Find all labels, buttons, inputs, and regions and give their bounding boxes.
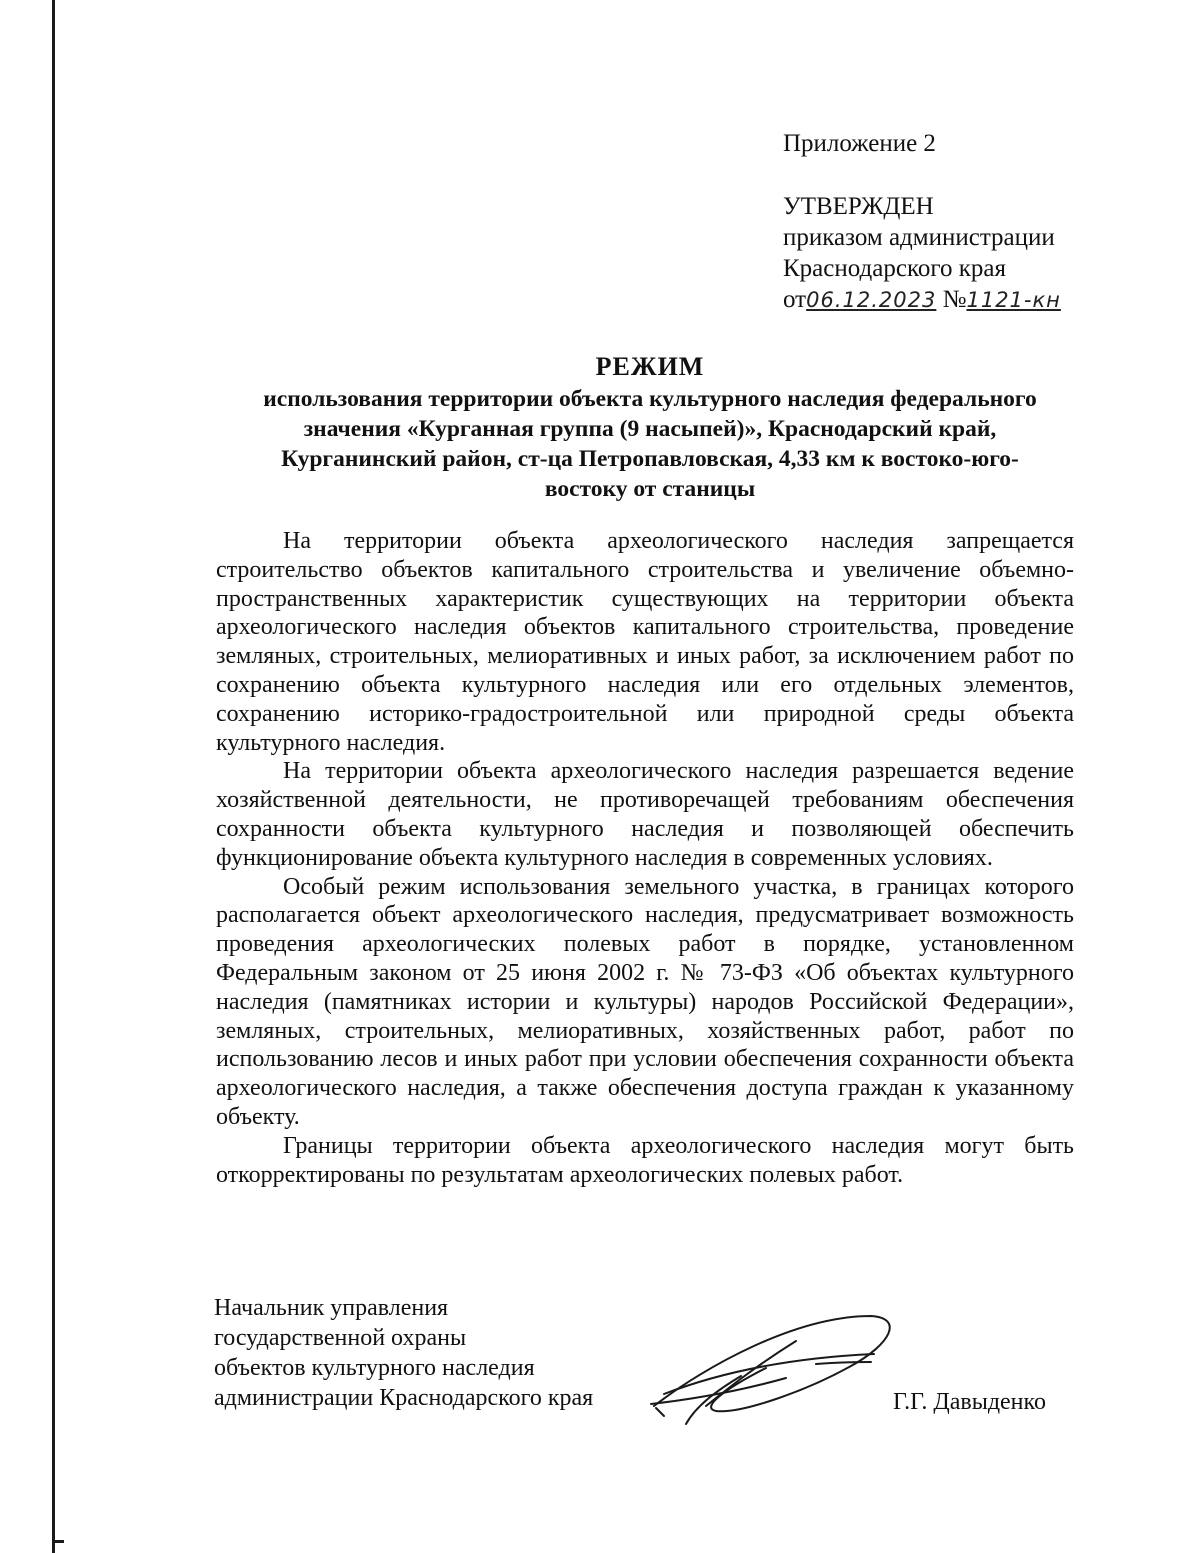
body-paragraph-permissions: На территории объекта археологического наследия разрешается ведение хозяйственной деятельности, не противоречащей требованиям обеспечения сохранности объекта культурного наследия и позволяющей обеспечить функционирование объекта культурного наследия в современных условиях. [216,758,1074,871]
approval-date-line [783,284,1061,316]
document-body [216,527,1074,1189]
subtitle-line: Курганинский район, ст-ца Петропавловская, 4,33 км к востоко-юго- [281,446,1019,472]
approval-line-2: Краснодарского края [783,255,1006,282]
approval-line-1: приказом администрации [783,224,1055,251]
scan-edge-line [52,0,55,1553]
position-line: Начальник управления [214,1295,449,1321]
scan-edge-foot [52,1540,64,1543]
body-paragraph-prohibitions: На территории объекта археологического наследия запрещается строительство объектов капитального строительства и увеличение объемно-пространственных характеристик существующих на территории объекта археологического наследия объектов капитального строительства, проведение земляных, строительных, мелиоративных и иных работ, за исключением работ по сохранению объекта культурного наследия или его отдельных элементов, сохранению историко-градостроительной или природной среды объекта культурного наследия. [216,528,1074,756]
subtitle-line: значения «Курганная группа (9 насыпей)», Краснодарский край, [303,416,997,442]
position-line: государственной охраны [214,1325,467,1351]
body-paragraph-special-regime: Особый режим использования земельного участка, в границах которого располагается объект археологического наследия, предусматривает возможность проведения археологических полевых работ в порядке, установленном Федеральным законом от 25 июня 2002 г. № 73-ФЗ «Об объектах культурного наследия (памятниках истории и культуры) народов Российской Федерации», земляных, строительных, мелиоративных, хозяйственных работ, работ по использованию лесов и иных работ при условии обеспечения сохранности объекта археологического наследия, а также обеспечения доступа граждан к указанному объекту. [216,873,1074,1130]
approval-date: 06.12.2023 [806,288,937,312]
from-label: от [783,286,807,313]
approved-label: УТВЕРЖДЕН [783,193,934,220]
signer-name: Г.Г. Давыденко [893,1389,1046,1415]
signatory-position [214,1293,593,1413]
position-line: объектов культурного наследия [214,1355,535,1381]
subtitle-line: использования территории объекта культурного наследия федерального [263,386,1037,412]
position-line: администрации Краснодарского края [214,1385,594,1411]
approval-number: 1121-кн [966,288,1061,312]
number-label: № [942,286,967,313]
handwritten-signature [646,1296,916,1446]
subtitle-line: востоку от станицы [544,476,756,502]
document-title: РЕЖИМ [595,352,705,381]
document-subtitle [200,384,1100,504]
annex-label: Приложение 2 [783,130,936,157]
body-paragraph-boundaries: Границы территории объекта археологического наследия могут быть откорректированы по результатам археологических полевых работ. [216,1132,1074,1188]
approval-block [783,128,1061,316]
